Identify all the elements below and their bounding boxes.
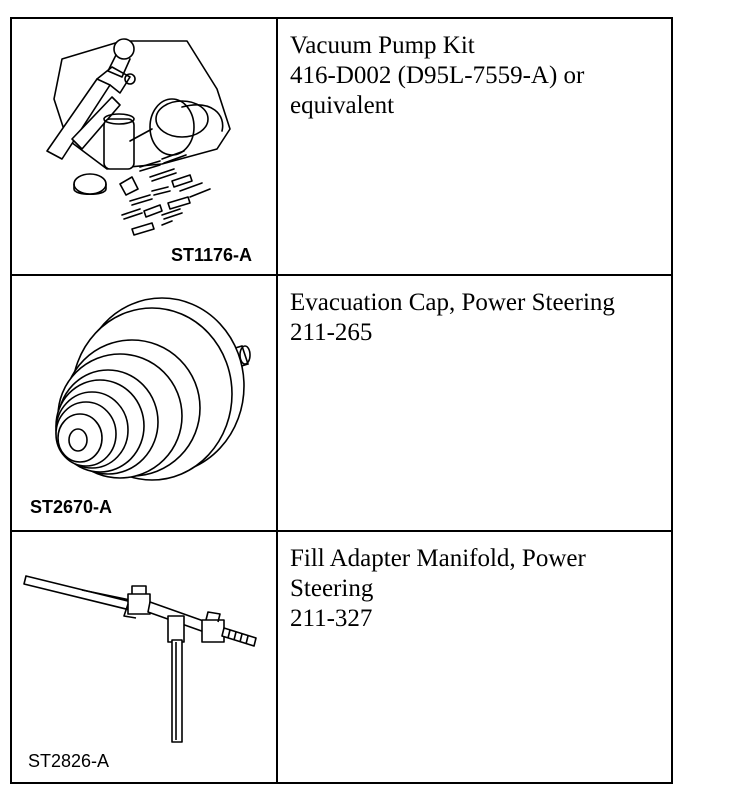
tool-description-cell <box>278 532 671 784</box>
image-code-label: ST2670-A <box>30 497 113 517</box>
tool-row-evacuation-cap <box>12 274 671 530</box>
tool-number: 211-265 <box>290 319 373 346</box>
tool-image-cell <box>12 19 278 276</box>
evacuation-cap-illustration <box>12 276 276 530</box>
tool-name: Evacuation Cap, Power Steering <box>290 289 615 316</box>
tool-description-cell <box>278 19 671 276</box>
tool-image-cell <box>12 276 278 530</box>
special-tools-table <box>10 17 673 784</box>
tool-description-cell <box>278 276 671 530</box>
tool-name: Fill Adapter Manifold, Power <box>290 545 586 572</box>
tool-name-continued: Steering <box>290 575 374 602</box>
tool-note: equivalent <box>290 92 395 119</box>
tool-number: 416-D002 (D95L-7559-A) or <box>290 62 585 89</box>
tool-row-vacuum-pump-kit <box>12 19 671 276</box>
image-code-label: ST2826-A <box>28 751 110 771</box>
tool-name: Vacuum Pump Kit <box>290 32 475 59</box>
vacuum-pump-kit-illustration <box>12 19 276 274</box>
fill-adapter-manifold-illustration <box>12 532 276 784</box>
tool-row-fill-adapter-manifold <box>12 530 671 784</box>
tool-image-cell <box>12 532 278 784</box>
image-code-label: ST1176-A <box>170 245 252 265</box>
tool-number: 211-327 <box>290 605 373 632</box>
